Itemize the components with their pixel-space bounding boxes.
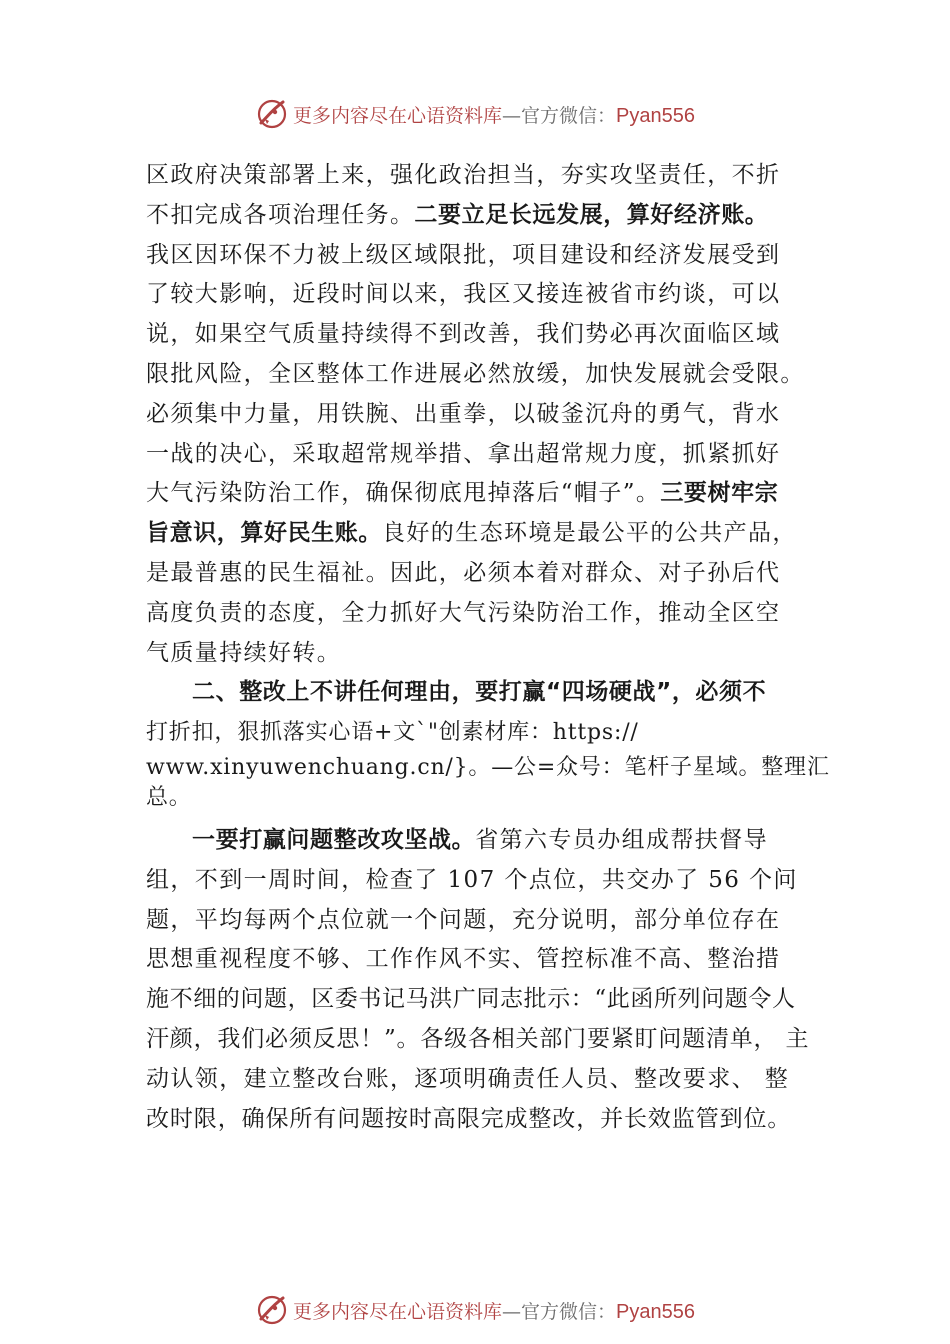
banner-gray-text: —官方微信： [502,104,617,127]
text-line: 是最普惠的民生福祉。因此，必须本着对群众、对子孙后代 [146,559,781,586]
text-line: 思想重视程度不够、工作作风不实、管控标准不高、整治措 [146,946,781,973]
text-line: 改时限，确保所有问题按时高限完成整改，并长效监管到位。 [146,1105,792,1132]
text-line [146,821,836,861]
pen-circle-logo-icon [255,1293,289,1327]
text-line: 打折扣，狠抓落实心语+文`"创素材库：https:// [146,720,639,746]
text-line: 动认领，建立整改台账，逐项明确责任人员、整改要求、 整 [146,1065,790,1092]
text-line [146,196,836,236]
text-line: 高度负责的态度，全力抓好大气污染防治工作，推动全区空 [146,599,781,626]
pen-circle-logo-icon [255,97,289,131]
text-line [146,514,836,554]
banner-id-text: Pyan556 [616,1300,695,1323]
text-line [146,474,836,514]
text-line: 题，平均每两个点位就一个问题，充分说明，部分单位存在 [146,906,781,933]
text-run: 省第六专员办组成帮扶督导 [475,826,769,853]
text-line: 施不细的问题，区委书记马洪广同志批示：“此函所列问题令人 [146,986,796,1013]
text-line: 一战的决心，采取超常规举措、拿出超常规力度，抓紧抓好 [146,440,781,467]
banner-id-text: Pyan556 [616,104,695,127]
text-line: 组，不到一周时间，检查了 107 个点位，共交办了 56 个问 [146,866,798,893]
document-body [146,156,836,1139]
text-line: 区政府决策部署上来，强化政治担当，夯实攻坚责任，不折 [146,162,781,188]
bold-heading-run: 二要立足长远发展，算好经济账。 [414,201,769,228]
text-line: 必须集中力量，用铁腕、出重拳，以破釜沉舟的勇气，背水 [146,400,781,427]
banner-gray-text: —官方微信： [502,1300,617,1323]
text-line: 总。 [146,784,192,810]
text-run: 大气污染防治工作，确保彻底甩掉落后“帽子”。 [146,480,661,507]
text-line: 我区因环保不力被上级区域限批，项目建设和经济发展受到 [146,241,781,268]
text-line: 了较大影响，近段时间以来，我区又接连被省市约谈，可以 [146,281,781,308]
text-line: 限批风险，全区整体工作进展必然放缓，加快发展就会受限。 [146,360,805,387]
section-heading: 二、整改上不讲任何理由，要打赢“四场硬战”，必须不 [192,679,767,706]
footer-banner [0,1290,950,1330]
bold-heading-run: 旨意识，算好民生账。 [146,520,382,547]
text-line: www.xinyuwenchuang.cn/}。—公=众号：笔杆子星域。整理汇 [146,754,830,780]
text-run: 良好的生态环境是最公平的公共产品， [382,520,797,547]
text-line: 汗颜，我们必须反思！”。各级各相关部门要紧盯问题清单， 主 [146,1025,810,1052]
text-line: 气质量持续好转。 [146,639,342,666]
text-run: 不扣完成各项治理任务。 [146,201,415,228]
banner-text [293,1297,695,1324]
bold-heading-run: 一要打赢问题整改攻坚战。 [192,826,476,853]
text-line: 说，如果空气质量持续得不到改善，我们势必再次面临区域 [146,321,781,348]
bold-heading-run: 三要树牢宗 [660,480,779,507]
banner-text [293,101,695,128]
banner-red-text: 更多内容尽在心语资料库 [293,1300,503,1323]
header-banner [0,94,950,134]
banner-red-text: 更多内容尽在心语资料库 [293,104,503,127]
